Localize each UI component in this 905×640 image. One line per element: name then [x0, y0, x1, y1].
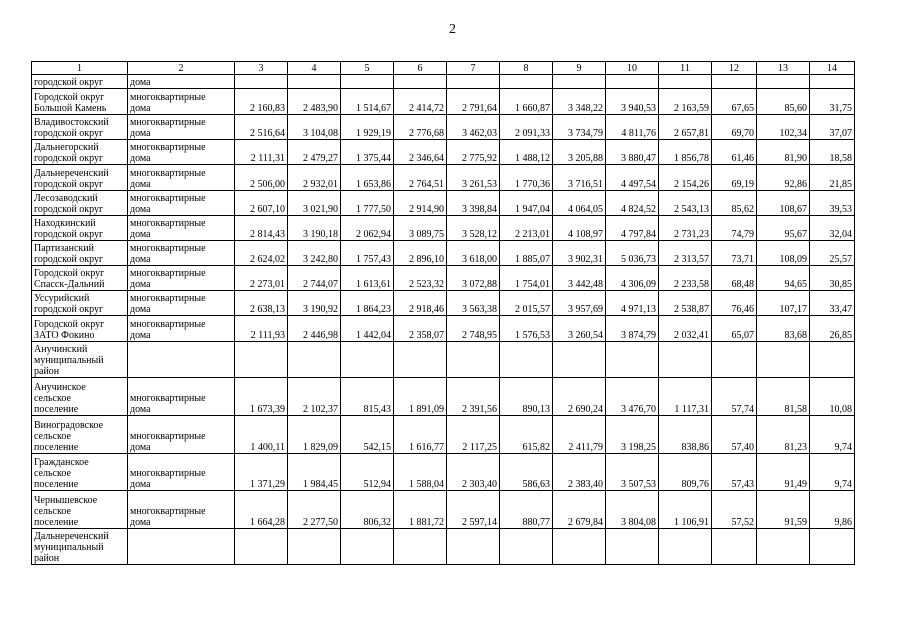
- value-cell: 2 479,27: [288, 140, 341, 165]
- table-row: [32, 75, 855, 89]
- table-row: [32, 491, 855, 529]
- value-cell: 1 891,09: [394, 378, 447, 416]
- value-cell: 3 260,54: [553, 316, 606, 342]
- tariff-table: [31, 61, 855, 565]
- housing-type: многоквартирные дома: [128, 491, 235, 529]
- value-cell: 880,77: [500, 491, 553, 529]
- municipality-name: Анучинский муниципальный район: [32, 342, 128, 378]
- value-cell: 1 375,44: [341, 140, 394, 165]
- column-header: 4: [288, 62, 341, 75]
- table-row: [32, 89, 855, 115]
- housing-type: многоквартирные дома: [128, 216, 235, 241]
- value-cell: 1 576,53: [500, 316, 553, 342]
- value-cell: [712, 75, 757, 89]
- value-cell: [757, 75, 810, 89]
- value-cell: [288, 75, 341, 89]
- value-cell: 9,74: [810, 416, 855, 454]
- value-cell: 73,71: [712, 241, 757, 266]
- value-cell: 1 400,11: [235, 416, 288, 454]
- table-row: [32, 291, 855, 316]
- value-cell: 1 653,86: [341, 165, 394, 191]
- value-cell: 2 111,93: [235, 316, 288, 342]
- value-cell: [394, 529, 447, 565]
- value-cell: [553, 529, 606, 565]
- value-cell: 83,68: [757, 316, 810, 342]
- column-header: 3: [235, 62, 288, 75]
- column-header: 1: [32, 62, 128, 75]
- value-cell: [288, 342, 341, 378]
- value-cell: 81,23: [757, 416, 810, 454]
- value-cell: 2 015,57: [500, 291, 553, 316]
- value-cell: [659, 529, 712, 565]
- value-cell: 2 091,33: [500, 115, 553, 140]
- table-row: [32, 191, 855, 216]
- value-cell: 1 881,72: [394, 491, 447, 529]
- value-cell: 2 543,13: [659, 191, 712, 216]
- value-cell: 3 957,69: [553, 291, 606, 316]
- table-row: [32, 115, 855, 140]
- value-cell: 18,58: [810, 140, 855, 165]
- value-cell: 1 588,04: [394, 454, 447, 491]
- value-cell: 2 446,98: [288, 316, 341, 342]
- value-cell: 1 829,09: [288, 416, 341, 454]
- column-header: 14: [810, 62, 855, 75]
- value-cell: 2 657,81: [659, 115, 712, 140]
- value-cell: [500, 342, 553, 378]
- value-cell: 2 597,14: [447, 491, 500, 529]
- value-cell: [810, 342, 855, 378]
- value-cell: 2 690,24: [553, 378, 606, 416]
- value-cell: 102,34: [757, 115, 810, 140]
- value-cell: 91,59: [757, 491, 810, 529]
- value-cell: 1 885,07: [500, 241, 553, 266]
- housing-type: многоквартирные дома: [128, 416, 235, 454]
- value-cell: 1 488,12: [500, 140, 553, 165]
- value-cell: 37,07: [810, 115, 855, 140]
- value-cell: 3 716,51: [553, 165, 606, 191]
- value-cell: 815,43: [341, 378, 394, 416]
- municipality-name: Городской округ Большой Камень: [32, 89, 128, 115]
- column-header: 6: [394, 62, 447, 75]
- value-cell: 69,19: [712, 165, 757, 191]
- housing-type: многоквартирные дома: [128, 140, 235, 165]
- table-row: [32, 529, 855, 565]
- value-cell: 2 932,01: [288, 165, 341, 191]
- value-cell: 91,49: [757, 454, 810, 491]
- value-cell: 2 273,01: [235, 266, 288, 291]
- value-cell: 2 102,37: [288, 378, 341, 416]
- value-cell: 1 673,39: [235, 378, 288, 416]
- value-cell: [810, 529, 855, 565]
- value-cell: 2 638,13: [235, 291, 288, 316]
- municipality-name: Городской округ ЗАТО Фокино: [32, 316, 128, 342]
- value-cell: 2 233,58: [659, 266, 712, 291]
- table-row: [32, 241, 855, 266]
- value-cell: 1 929,19: [341, 115, 394, 140]
- value-cell: 1 613,61: [341, 266, 394, 291]
- value-cell: 4 108,97: [553, 216, 606, 241]
- value-cell: 108,67: [757, 191, 810, 216]
- value-cell: 3 261,53: [447, 165, 500, 191]
- municipality-name: Партизанский городской округ: [32, 241, 128, 266]
- value-cell: [288, 529, 341, 565]
- housing-type: [128, 342, 235, 378]
- value-cell: 806,32: [341, 491, 394, 529]
- value-cell: [757, 342, 810, 378]
- value-cell: 2 483,90: [288, 89, 341, 115]
- value-cell: 4 824,52: [606, 191, 659, 216]
- municipality-name: Уссурийский городской округ: [32, 291, 128, 316]
- value-cell: 2 117,25: [447, 416, 500, 454]
- value-cell: 2 154,26: [659, 165, 712, 191]
- value-cell: [606, 75, 659, 89]
- value-cell: 1 947,04: [500, 191, 553, 216]
- value-cell: [500, 75, 553, 89]
- value-cell: 2 313,57: [659, 241, 712, 266]
- value-cell: 2 111,31: [235, 140, 288, 165]
- value-cell: [235, 75, 288, 89]
- value-cell: [606, 529, 659, 565]
- value-cell: 39,53: [810, 191, 855, 216]
- municipality-name: Дальнегорский городской округ: [32, 140, 128, 165]
- value-cell: 33,47: [810, 291, 855, 316]
- value-cell: 95,67: [757, 216, 810, 241]
- housing-type: многоквартирные дома: [128, 165, 235, 191]
- value-cell: [553, 75, 606, 89]
- municipality-name: Городской округ Спасск-Дальний: [32, 266, 128, 291]
- value-cell: 94,65: [757, 266, 810, 291]
- value-cell: 67,65: [712, 89, 757, 115]
- value-cell: 4 811,76: [606, 115, 659, 140]
- municipality-name: Гражданское сельское поселение: [32, 454, 128, 491]
- housing-type: многоквартирные дома: [128, 115, 235, 140]
- table-row: [32, 266, 855, 291]
- column-header: 12: [712, 62, 757, 75]
- value-cell: 1 616,77: [394, 416, 447, 454]
- value-cell: 2 731,23: [659, 216, 712, 241]
- table-row: [32, 378, 855, 416]
- value-cell: [810, 75, 855, 89]
- value-cell: 107,17: [757, 291, 810, 316]
- value-cell: 3 205,88: [553, 140, 606, 165]
- value-cell: 10,08: [810, 378, 855, 416]
- header-row: [32, 62, 855, 75]
- value-cell: 5 036,73: [606, 241, 659, 266]
- value-cell: 76,46: [712, 291, 757, 316]
- value-cell: 25,57: [810, 241, 855, 266]
- value-cell: 1 754,01: [500, 266, 553, 291]
- table-row: [32, 454, 855, 491]
- value-cell: 1 442,04: [341, 316, 394, 342]
- table-row: [32, 165, 855, 191]
- value-cell: 4 797,84: [606, 216, 659, 241]
- value-cell: 2 358,07: [394, 316, 447, 342]
- value-cell: 108,09: [757, 241, 810, 266]
- value-cell: 2 032,41: [659, 316, 712, 342]
- value-cell: 3 804,08: [606, 491, 659, 529]
- value-cell: 2 411,79: [553, 416, 606, 454]
- value-cell: 3 348,22: [553, 89, 606, 115]
- municipality-name: Дальнереченский городской округ: [32, 165, 128, 191]
- value-cell: 2 414,72: [394, 89, 447, 115]
- value-cell: 57,74: [712, 378, 757, 416]
- column-header: 13: [757, 62, 810, 75]
- value-cell: [757, 529, 810, 565]
- value-cell: 2 391,56: [447, 378, 500, 416]
- value-cell: [394, 75, 447, 89]
- page-number: 2: [449, 22, 456, 37]
- value-cell: 3 242,80: [288, 241, 341, 266]
- value-cell: 2 163,59: [659, 89, 712, 115]
- value-cell: 838,86: [659, 416, 712, 454]
- value-cell: 2 506,00: [235, 165, 288, 191]
- table-row: [32, 416, 855, 454]
- value-cell: [447, 342, 500, 378]
- value-cell: 57,40: [712, 416, 757, 454]
- municipality-name: Виноградовское сельское поселение: [32, 416, 128, 454]
- value-cell: 2 914,90: [394, 191, 447, 216]
- value-cell: 3 874,79: [606, 316, 659, 342]
- value-cell: 2 516,64: [235, 115, 288, 140]
- municipality-name: Находкинский городской округ: [32, 216, 128, 241]
- value-cell: [712, 342, 757, 378]
- value-cell: 3 442,48: [553, 266, 606, 291]
- value-cell: 2 764,51: [394, 165, 447, 191]
- value-cell: 2 523,32: [394, 266, 447, 291]
- value-cell: 31,75: [810, 89, 855, 115]
- value-cell: 2 303,40: [447, 454, 500, 491]
- value-cell: 2 346,64: [394, 140, 447, 165]
- municipality-name: Владивостокский городской округ: [32, 115, 128, 140]
- value-cell: 30,85: [810, 266, 855, 291]
- value-cell: 57,43: [712, 454, 757, 491]
- value-cell: 21,85: [810, 165, 855, 191]
- value-cell: 3 190,92: [288, 291, 341, 316]
- municipality-name: Анучинское сельское поселение: [32, 378, 128, 416]
- value-cell: 61,46: [712, 140, 757, 165]
- value-cell: [659, 75, 712, 89]
- housing-type: многоквартирные дома: [128, 266, 235, 291]
- value-cell: 3 462,03: [447, 115, 500, 140]
- value-cell: [712, 529, 757, 565]
- value-cell: 1 514,67: [341, 89, 394, 115]
- value-cell: [341, 529, 394, 565]
- value-cell: 2 624,02: [235, 241, 288, 266]
- table-row: [32, 140, 855, 165]
- value-cell: 2 896,10: [394, 241, 447, 266]
- value-cell: 85,62: [712, 191, 757, 216]
- value-cell: 2 538,87: [659, 291, 712, 316]
- value-cell: 2 277,50: [288, 491, 341, 529]
- value-cell: 3 618,00: [447, 241, 500, 266]
- value-cell: [341, 342, 394, 378]
- value-cell: [394, 342, 447, 378]
- value-cell: 3 190,18: [288, 216, 341, 241]
- value-cell: 4 971,13: [606, 291, 659, 316]
- value-cell: 1 856,78: [659, 140, 712, 165]
- column-header: 7: [447, 62, 500, 75]
- value-cell: 65,07: [712, 316, 757, 342]
- value-cell: 4 064,05: [553, 191, 606, 216]
- table-row: [32, 316, 855, 342]
- housing-type: дома: [128, 75, 235, 89]
- column-header: 11: [659, 62, 712, 75]
- value-cell: 2 679,84: [553, 491, 606, 529]
- value-cell: 74,79: [712, 216, 757, 241]
- value-cell: 32,04: [810, 216, 855, 241]
- value-cell: 1 660,87: [500, 89, 553, 115]
- value-cell: 57,52: [712, 491, 757, 529]
- table-body: [32, 75, 855, 565]
- value-cell: [235, 529, 288, 565]
- value-cell: 2 775,92: [447, 140, 500, 165]
- value-cell: 3 476,70: [606, 378, 659, 416]
- value-cell: 1 770,36: [500, 165, 553, 191]
- housing-type: многоквартирные дома: [128, 191, 235, 216]
- value-cell: 1 984,45: [288, 454, 341, 491]
- value-cell: 2 160,83: [235, 89, 288, 115]
- value-cell: 3 528,12: [447, 216, 500, 241]
- value-cell: 26,85: [810, 316, 855, 342]
- value-cell: 2 814,43: [235, 216, 288, 241]
- value-cell: 3 734,79: [553, 115, 606, 140]
- value-cell: 3 198,25: [606, 416, 659, 454]
- value-cell: 3 507,53: [606, 454, 659, 491]
- value-cell: [659, 342, 712, 378]
- housing-type: многоквартирные дома: [128, 316, 235, 342]
- value-cell: 3 021,90: [288, 191, 341, 216]
- value-cell: 809,76: [659, 454, 712, 491]
- table-row: [32, 216, 855, 241]
- table-row: [32, 342, 855, 378]
- value-cell: 81,90: [757, 140, 810, 165]
- value-cell: 9,74: [810, 454, 855, 491]
- value-cell: [500, 529, 553, 565]
- value-cell: 1 106,91: [659, 491, 712, 529]
- value-cell: 615,82: [500, 416, 553, 454]
- value-cell: 3 104,08: [288, 115, 341, 140]
- housing-type: многоквартирные дома: [128, 454, 235, 491]
- value-cell: [447, 75, 500, 89]
- value-cell: 1 117,31: [659, 378, 712, 416]
- value-cell: [447, 529, 500, 565]
- value-cell: 68,48: [712, 266, 757, 291]
- value-cell: [235, 342, 288, 378]
- housing-type: многоквартирные дома: [128, 378, 235, 416]
- value-cell: 512,94: [341, 454, 394, 491]
- value-cell: 2 748,95: [447, 316, 500, 342]
- value-cell: 2 607,10: [235, 191, 288, 216]
- municipality-name: Дальнереченский муниципальный район: [32, 529, 128, 565]
- column-header: 9: [553, 62, 606, 75]
- municipality-name: Чернышевское сельское поселение: [32, 491, 128, 529]
- value-cell: 2 062,94: [341, 216, 394, 241]
- value-cell: 3 940,53: [606, 89, 659, 115]
- value-cell: [341, 75, 394, 89]
- value-cell: 2 383,40: [553, 454, 606, 491]
- value-cell: 586,63: [500, 454, 553, 491]
- column-header: 5: [341, 62, 394, 75]
- value-cell: 3 089,75: [394, 216, 447, 241]
- value-cell: 9,86: [810, 491, 855, 529]
- housing-type: многоквартирные дома: [128, 241, 235, 266]
- value-cell: 1 777,50: [341, 191, 394, 216]
- value-cell: 3 563,38: [447, 291, 500, 316]
- value-cell: [553, 342, 606, 378]
- value-cell: 2 918,46: [394, 291, 447, 316]
- housing-type: многоквартирные дома: [128, 89, 235, 115]
- value-cell: 69,70: [712, 115, 757, 140]
- value-cell: 3 902,31: [553, 241, 606, 266]
- value-cell: 85,60: [757, 89, 810, 115]
- value-cell: 2 791,64: [447, 89, 500, 115]
- value-cell: 4 306,09: [606, 266, 659, 291]
- value-cell: 4 497,54: [606, 165, 659, 191]
- value-cell: 2 744,07: [288, 266, 341, 291]
- municipality-name: Лесозаводский городской округ: [32, 191, 128, 216]
- value-cell: 1 864,23: [341, 291, 394, 316]
- value-cell: 542,15: [341, 416, 394, 454]
- value-cell: 81,58: [757, 378, 810, 416]
- value-cell: 3 072,88: [447, 266, 500, 291]
- value-cell: 890,13: [500, 378, 553, 416]
- municipality-name: городской округ: [32, 75, 128, 89]
- column-header: 8: [500, 62, 553, 75]
- value-cell: 92,86: [757, 165, 810, 191]
- value-cell: 2 776,68: [394, 115, 447, 140]
- housing-type: многоквартирные дома: [128, 291, 235, 316]
- value-cell: [606, 342, 659, 378]
- housing-type: [128, 529, 235, 565]
- column-header: 10: [606, 62, 659, 75]
- value-cell: 1 664,28: [235, 491, 288, 529]
- value-cell: 2 213,01: [500, 216, 553, 241]
- value-cell: 3 398,84: [447, 191, 500, 216]
- value-cell: 1 757,43: [341, 241, 394, 266]
- value-cell: 3 880,47: [606, 140, 659, 165]
- value-cell: 1 371,29: [235, 454, 288, 491]
- column-header: 2: [128, 62, 235, 75]
